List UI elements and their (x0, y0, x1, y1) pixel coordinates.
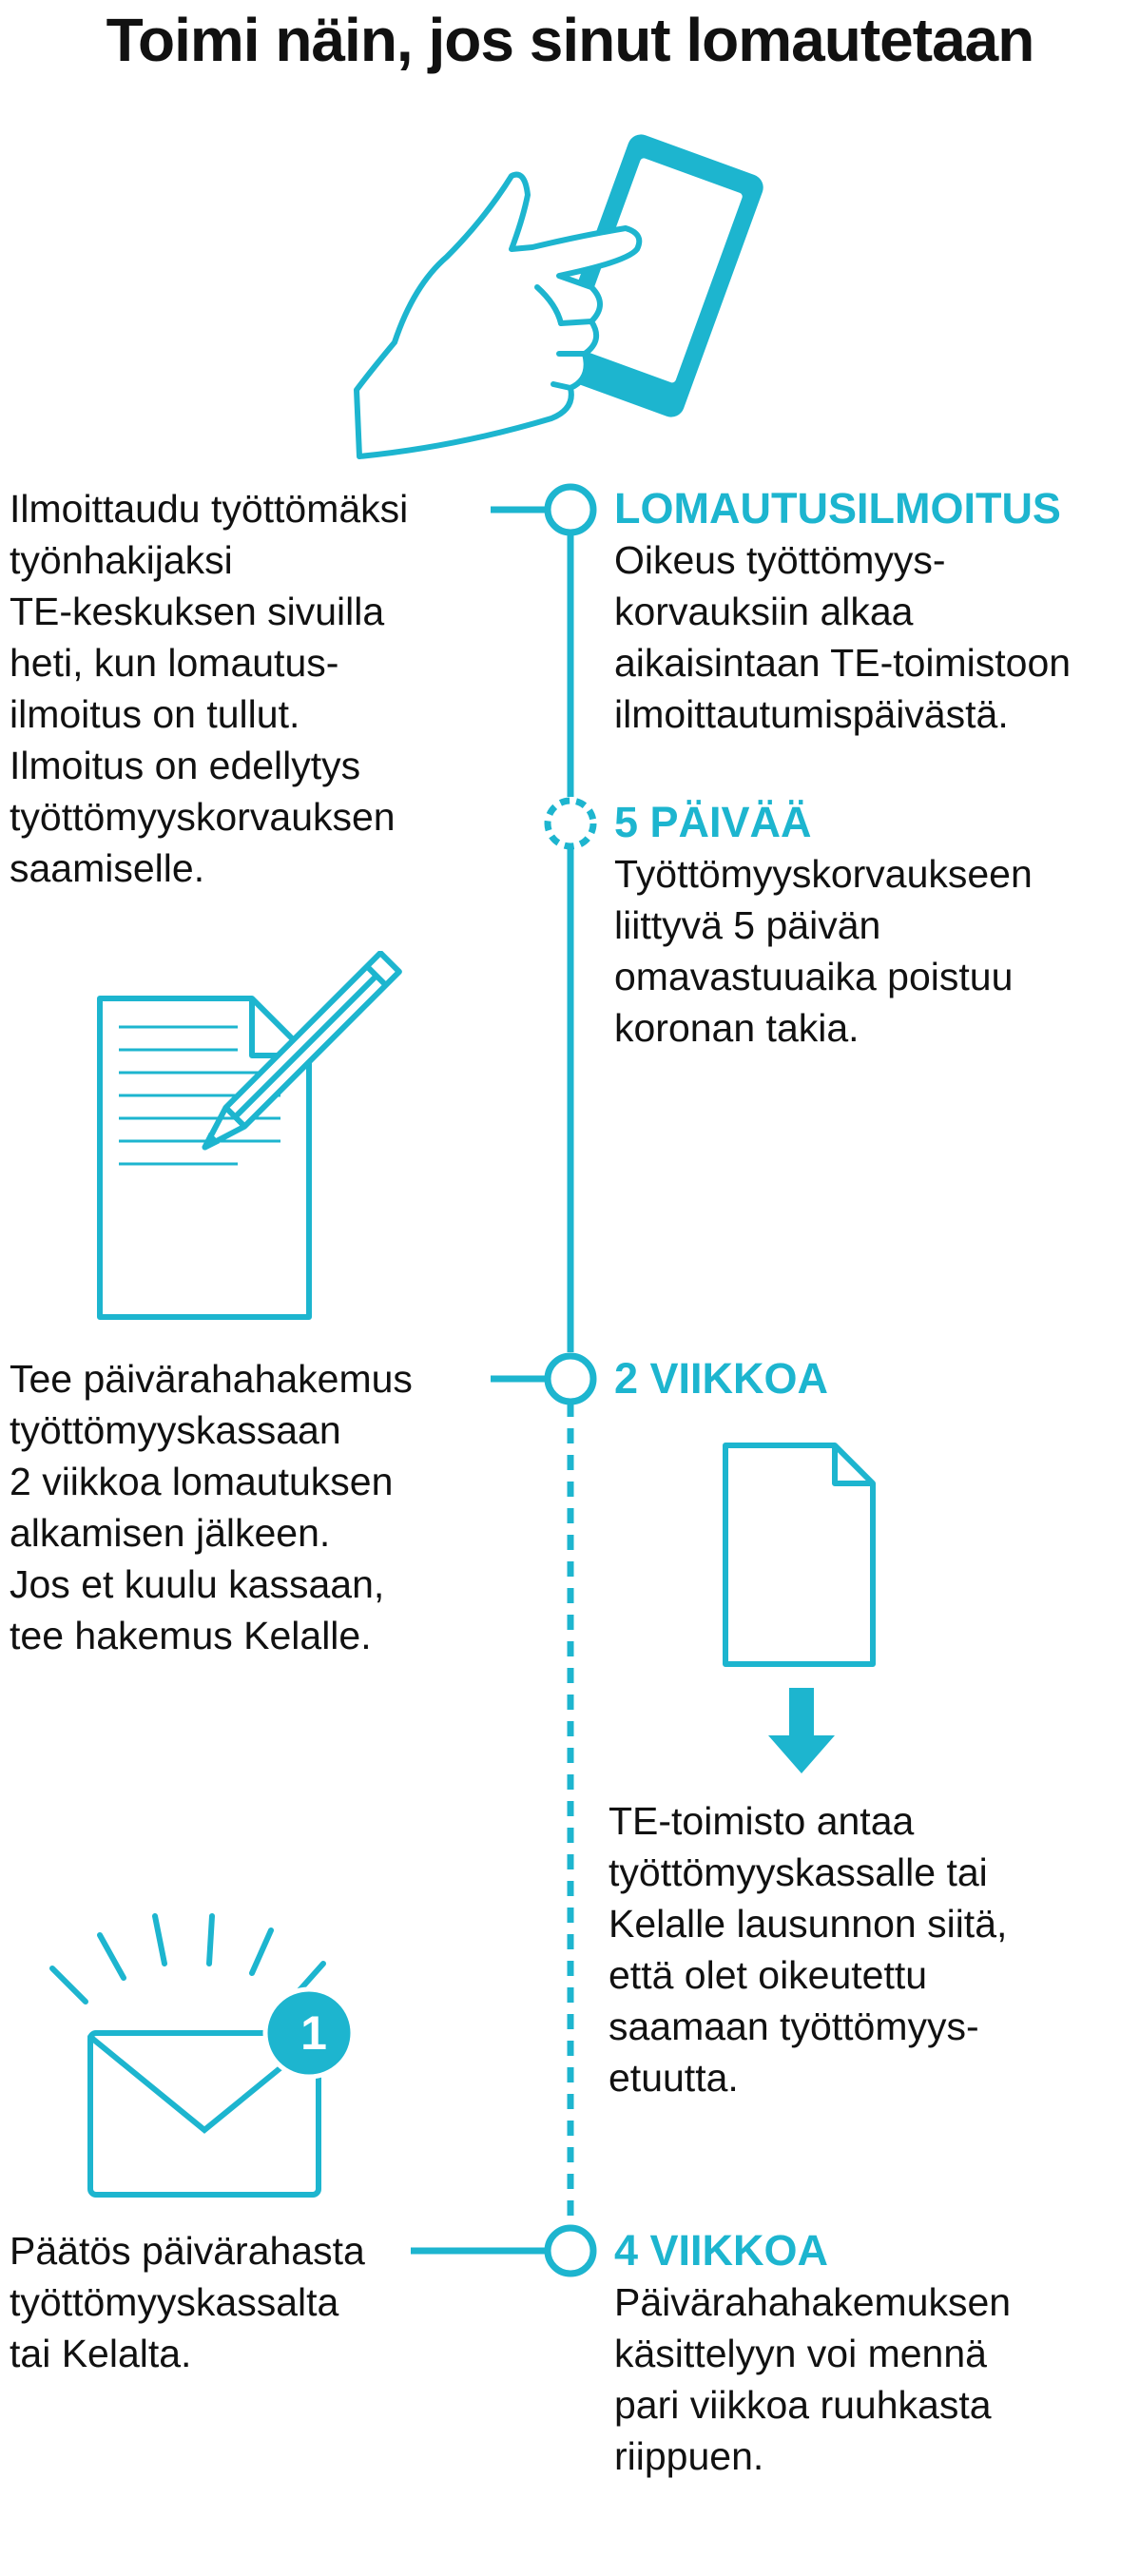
step-3-heading: 2 VIIKKOA (614, 1354, 829, 1403)
step-2-right-text: Työttömyyskorvaukseen liittyvä 5 päivän omavastuuaika poistuu koronan takia. (614, 852, 1033, 1050)
page-title: Toimi näin, jos sinut lomautetaan (106, 6, 1034, 74)
timeline-node-2 (548, 801, 593, 846)
mail-notification-icon (43, 1892, 423, 2206)
document-icon (721, 1441, 882, 1678)
notification-badge-count: 1 (300, 2006, 327, 2060)
step-1-heading: LOMAUTUSILMOITUS (614, 484, 1061, 533)
step-3-left-text: Tee päivärahahakemus työttömyyskassaan 2 viikkoa lomautuksen alkamisen jälkeen. Jos et kuulu kassaan, tee hakemus Kelalle. (10, 1357, 413, 1657)
step-5-right-text: Päivärahahakemuksen käsittelyyn voi mennä pari viikkoa ruuhkasta riippuen. (614, 2280, 1012, 2478)
timeline-node-3 (548, 1356, 593, 1402)
arrow-down-icon (763, 1688, 840, 1783)
phone-tap-icon (342, 86, 875, 466)
step-1-right-text: Oikeus työttömyys- korvauksiin alkaa aikaisintaan TE-toimistoon ilmoittautumispäivästä. (614, 538, 1072, 736)
step-5-heading: 4 VIIKKOA (614, 2226, 829, 2275)
step-1-left-text: Ilmoittaudu työttömäksi työnhakijaksi TE-keskuksen sivuilla heti, kun lomautus- ilmoitus on tullut. Ilmoitus on edellytys työttömyyskorvauksen saamiselle. (10, 487, 409, 890)
timeline-node-1 (548, 487, 593, 533)
step-4-right-text: TE-toimisto antaa työttömyyskassalle tai Kelalle lausunnon siitä, että olet oikeutettu saamaan työttömyys- etuutta. (609, 1799, 1008, 2100)
document-pencil-icon (95, 951, 475, 1331)
timeline-node-4 (548, 2228, 593, 2274)
step-5-left-text: Päätös päivärahasta työttömyyskassalta tai Kelalta. (10, 2229, 365, 2375)
step-2-heading: 5 PÄIVÄÄ (614, 798, 812, 846)
